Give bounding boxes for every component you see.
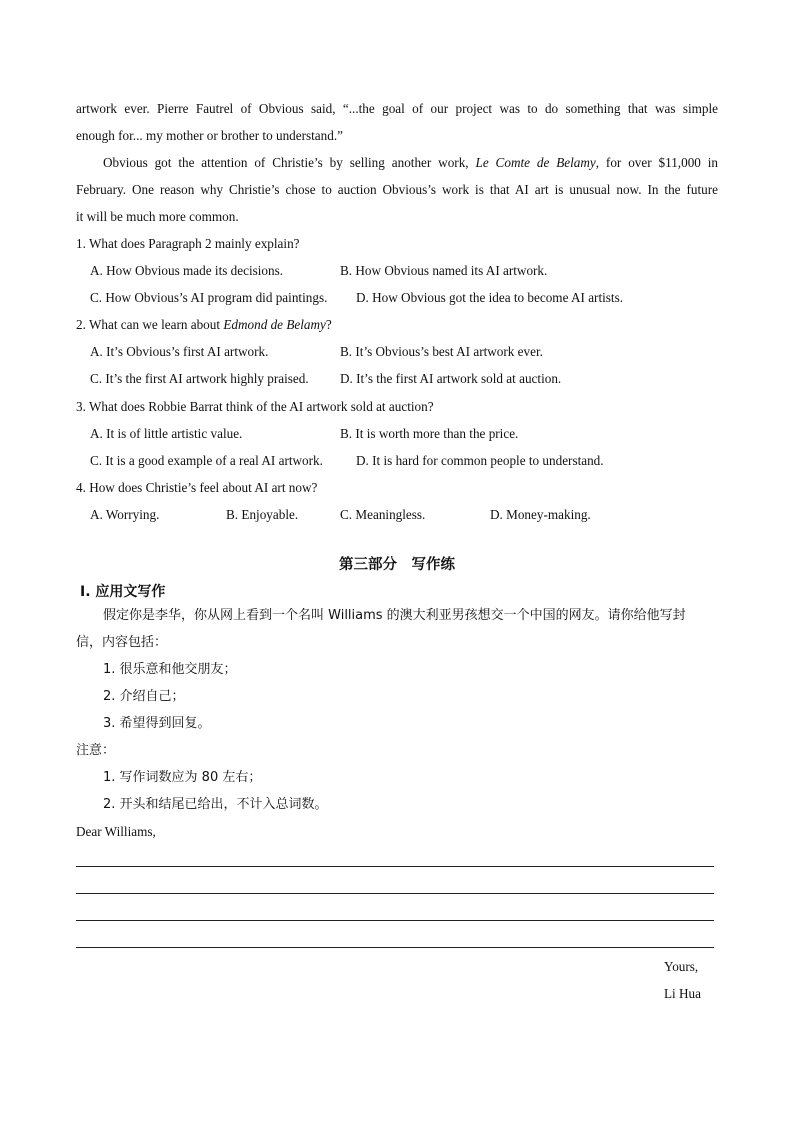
option-d: D. Money-making. <box>490 507 591 522</box>
question-stem: 4. How does Christie’s feel about AI art now? <box>76 480 318 495</box>
artwork-title: Le Comte de Belamy <box>475 155 596 170</box>
content-item: 1. 很乐意和他交朋友； <box>103 662 237 677</box>
option-d: D. How Obvious got the idea to become AI artists. <box>356 290 624 305</box>
passage-line: enough for... my mother or brother to understand.” <box>76 128 343 143</box>
subsection-title: Ⅰ. 应用文写作 <box>80 584 166 600</box>
option-b: B. Enjoyable. <box>226 507 299 522</box>
option-a: A. Worrying. <box>90 507 160 522</box>
letter-signature: Li Hua <box>664 986 701 1001</box>
writing-line[interactable] <box>76 947 714 948</box>
content-item: 3. 希望得到回复。 <box>103 716 211 731</box>
question-stem: 3. What does Robbie Barrat think of the AI artwork sold at auction? <box>76 399 434 414</box>
writing-prompt: 假定你是李华，你从网上看到一个名叫 Williams 的澳大利亚男孩想交一个中国的网友。请你给他写封 <box>103 608 686 623</box>
letter-greeting: Dear Williams, <box>76 824 156 839</box>
option-d: D. It’s the first AI artwork sold at auction. <box>340 371 562 386</box>
option-c: C. Meaningless. <box>340 507 426 522</box>
option-a: A. It is of little artistic value. <box>90 426 243 441</box>
question-stem: 1. What does Paragraph 2 mainly explain? <box>76 236 300 251</box>
option-b: B. It’s Obvious’s best AI artwork ever. <box>340 344 543 359</box>
option-c: C. How Obvious’s AI program did paintings. <box>90 290 328 305</box>
writing-line[interactable] <box>76 920 714 921</box>
option-a: A. It’s Obvious’s first AI artwork. <box>90 344 269 359</box>
passage-line: it will be much more common. <box>76 209 239 224</box>
option-b: B. It is worth more than the price. <box>340 426 519 441</box>
passage-line: February. One reason why Christie’s chose to auction Obvious’s work is that AI art is unusual now. In the future <box>76 182 718 197</box>
option-b: B. How Obvious named its AI artwork. <box>340 263 548 278</box>
writing-line[interactable] <box>76 866 714 867</box>
section-title: 第三部分 写作练 <box>339 557 455 573</box>
letter-closing: Yours, <box>664 959 699 974</box>
note-item: 1. 写作词数应为 80 左右； <box>103 770 262 785</box>
writing-line[interactable] <box>76 893 714 894</box>
writing-prompt: 信，内容包括： <box>76 635 168 650</box>
option-d: D. It is hard for common people to understand. <box>356 453 604 468</box>
passage-line: artwork ever. Pierre Fautrel of Obvious said, “...the goal of our project was to do something that was simple <box>76 101 718 116</box>
passage-line: Obvious got the attention of Christie’s by selling another work, Le Comte de Belamy, for over $11,000 in <box>103 155 719 170</box>
content-item: 2. 介绍自己； <box>103 689 185 704</box>
note-label: 注意： <box>76 743 116 758</box>
question-stem: 2. What can we learn about Edmond de Belamy? <box>76 317 332 332</box>
note-item: 2. 开头和结尾已给出，不计入总词数。 <box>103 797 328 812</box>
option-c: C. It is a good example of a real AI artwork. <box>90 453 323 468</box>
option-c: C. It’s the first AI artwork highly praised. <box>90 371 309 386</box>
option-a: A. How Obvious made its decisions. <box>90 263 284 278</box>
